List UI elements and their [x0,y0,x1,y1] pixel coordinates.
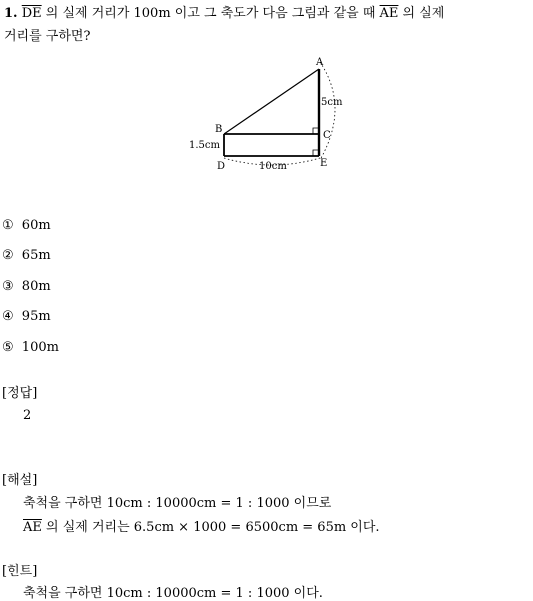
segment-ab-line [224,69,319,134]
explanation-line-2 [23,516,380,535]
choice-marker: ③ [2,279,14,294]
choice-marker: ② [2,248,14,263]
question-text-b: 의 실제 [398,6,445,21]
label-c: C [323,130,331,141]
hint-heading: [힌트] [2,564,38,579]
dim-ac: 5cm [321,97,343,108]
arc-ae [320,62,335,160]
label-b: B [215,124,223,135]
choice-2[interactable] [2,248,51,263]
choice-3[interactable] [2,279,51,294]
explanation-line-2-text: 의 실제 거리는 6.5cm × 1000 = 6500cm = 65m 이다. [41,520,380,535]
scale-figure [180,52,355,177]
choice-text: 100m [21,340,59,355]
question-line-1 [4,2,444,21]
question-line-2: 거리를 구하면? [4,29,91,44]
explanation-heading: [해설] [2,473,38,488]
hint-line-1: 축척을 구하면 10cm : 10000cm = 1 : 1000 이다. [23,586,323,601]
question-number: 1. [4,6,18,21]
choice-1[interactable] [2,218,51,233]
segment-ae: $\overline{AE}$ [23,520,42,535]
label-d: D [217,161,226,172]
explanation-line-1: 축척을 구하면 10cm : 10000cm = 1 : 1000 이므로 [23,496,332,511]
question-text-a: 의 실제 거리가 100m 이고 그 축도가 다음 그림과 같을 때 [41,6,380,21]
choice-4[interactable] [2,309,51,324]
segment-de: $\overline{DE}$ [21,6,42,21]
choice-marker: ⑤ [2,340,14,355]
segment-ae: $\overline{AE}$ [379,6,399,21]
choice-text: 80m [21,279,51,294]
label-a: A [316,57,324,68]
answer-value: 2 [23,408,32,423]
choice-5[interactable] [2,340,59,355]
choice-text: 60m [21,218,51,233]
answer-heading: [정답] [2,386,38,401]
choice-text: 95m [21,309,51,324]
choice-marker: ① [2,218,14,233]
choice-marker: ④ [2,309,14,324]
label-e: E [320,158,328,169]
choice-text: 65m [21,248,51,263]
dim-bd: 1.5cm [189,140,220,151]
dim-de: 10cm [259,161,287,172]
